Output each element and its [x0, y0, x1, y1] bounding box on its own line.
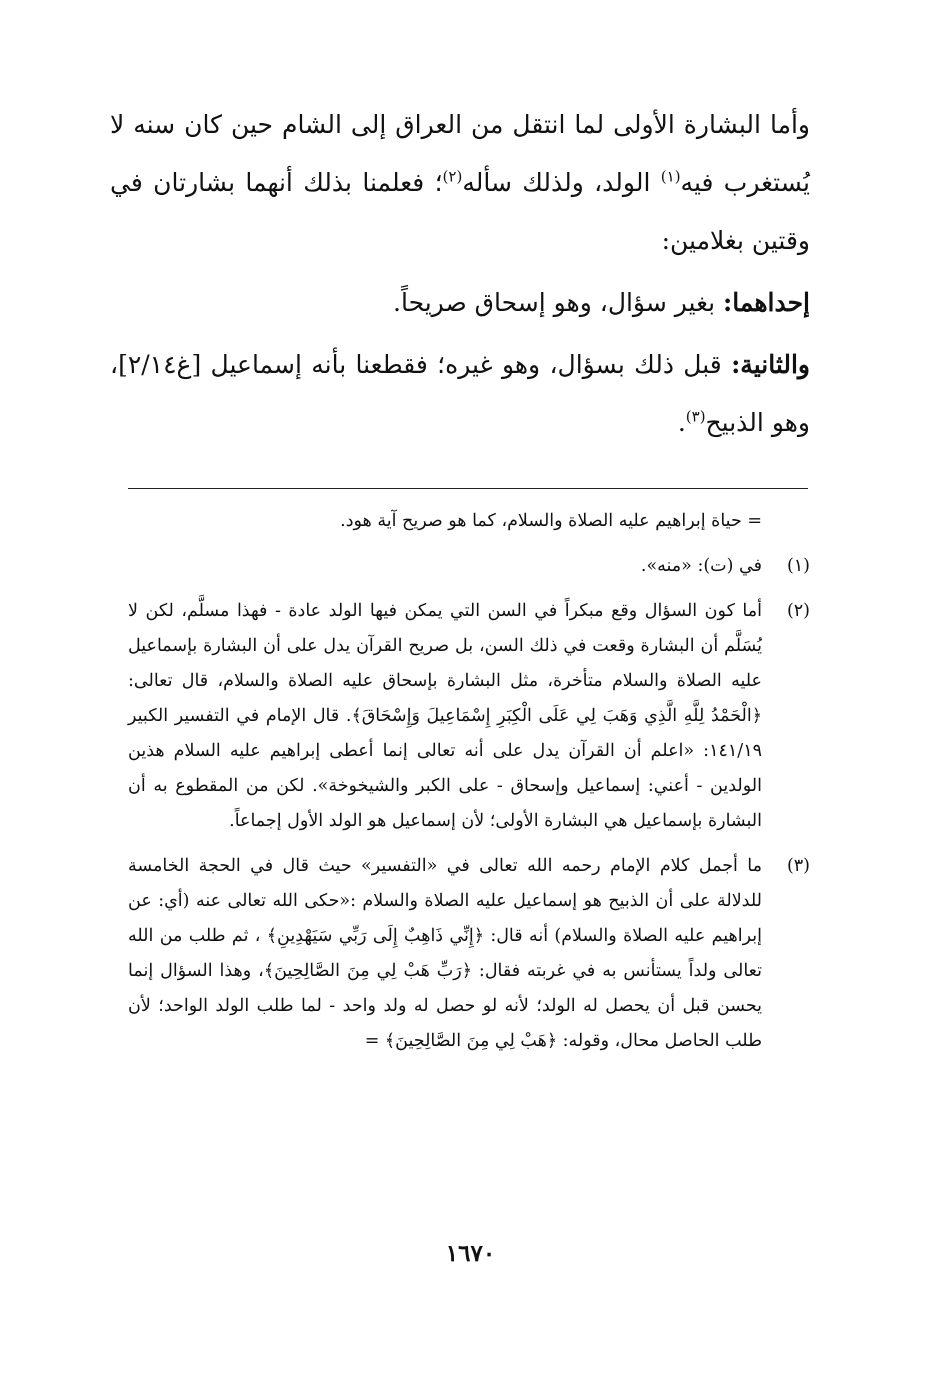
footnote-continuation-text: = حياة إبراهيم عليه الصلاة والسلام، كما هو صريح آية هود. [340, 511, 762, 531]
footnote-2 [128, 594, 810, 839]
footnote-1-number: (١) [786, 556, 810, 576]
second-text-part-1: قبل ذلك بسؤال، وهو غيره؛ فقطعنا بأنه إسماعيل [غ٢/١٤]، وهو الذبيح [110, 350, 810, 437]
footnote-ref-2: (٢) [442, 167, 463, 186]
main-text-block [110, 96, 810, 452]
page-number: ١٦٧٠ [445, 1240, 496, 1267]
intro-text-part-1: وأما البشارة الأولى لما انتقل من العراق إلى الشام حين كان سنه لا يُستغرب فيه [110, 110, 810, 197]
intro-text-part-2: الولد، ولذلك سأله [462, 168, 661, 197]
footnote-3-number: (٣) [786, 856, 810, 876]
footnote-continuation [128, 504, 810, 539]
footnote-divider [128, 488, 808, 489]
paragraph-first-glad-tidings [110, 274, 810, 332]
intro-text-part-3: ؛ فعلمنا بذلك أنهما بشارتان في وقتين بغلامين: [110, 168, 810, 255]
first-label: إحداهما: [723, 288, 810, 317]
footnote-3-text: ما أجمل كلام الإمام رحمه الله تعالى في «التفسير» حيث قال في الحجة الخامسة للدلالة على أن الذبيح هو إسماعيل عليه الصلاة والسلام :«حكى الله تعالى عنه (أي: عن إبراهيم عليه الصلاة والسلام) أنه قال: ﴿إِنِّي ذَاهِبٌ إِلَى رَبِّي سَيَهْدِينِ﴾ ، ثم طلب من الله تعالى ولداً يستأنس به في غربته فقال: ﴿رَبِّ هَبْ لِي مِنَ الصَّالِحِينَ﴾، وهذا السؤال إنما يحسن قبل أن يحصل له الولد؛ لأنه لو حصل له ولد واحد - لما طلب الولد الواحد؛ لأن طلب الحاصل محال، وقوله: ﴿هَبْ لِي مِنَ الصَّالِحِينَ﴾ = [128, 856, 762, 1051]
second-label: والثانية: [731, 350, 810, 379]
footnote-3 [128, 849, 810, 1059]
footnote-1-text: في (ت): «منه». [640, 556, 762, 576]
footnote-1 [128, 549, 810, 584]
footnote-2-text: أما كون السؤال وقع مبكراً في السن التي يمكن فيها الولد عادة - فهذا مسلَّم، لكن لا يُسَلَّم أن البشارة وقعت في ذلك السن، بل صريح القرآن يدل على أن البشارة بإسماعيل عليه الصلاة والسلام متأخرة، مثل البشارة بإسحاق عليه الصلاة والسلام، قال تعالى: ﴿الْحَمْدُ لِلَّهِ الَّذِي وَهَبَ لِي عَلَى الْكِبَرِ إِسْمَاعِيلَ وَإِسْحَاقَ﴾. قال الإمام في التفسير الكبير ١٤١/١٩: «اعلم أن القرآن يدل على أنه تعالى إنما أعطى إبراهيم عليه السلام هذين الولدين - أعني: إسماعيل وإسحاق - على الكبر والشيخوخة». لكن من المقطوع به أن البشارة بإسماعيل هي البشارة الأولى؛ لأن إسماعيل هو الولد الأول إجماعاً. [128, 601, 762, 831]
footnote-ref-3: (٣) [685, 407, 706, 426]
paragraph-second-glad-tidings [110, 336, 810, 452]
first-text: بغير سؤال، وهو إسحاق صريحاً. [393, 288, 724, 317]
paragraph-intro [110, 96, 810, 270]
footnote-2-number: (٢) [786, 601, 810, 621]
footnotes-block [128, 504, 810, 1069]
second-text-part-2: . [677, 408, 686, 437]
footnote-ref-1: (١) [660, 167, 681, 186]
